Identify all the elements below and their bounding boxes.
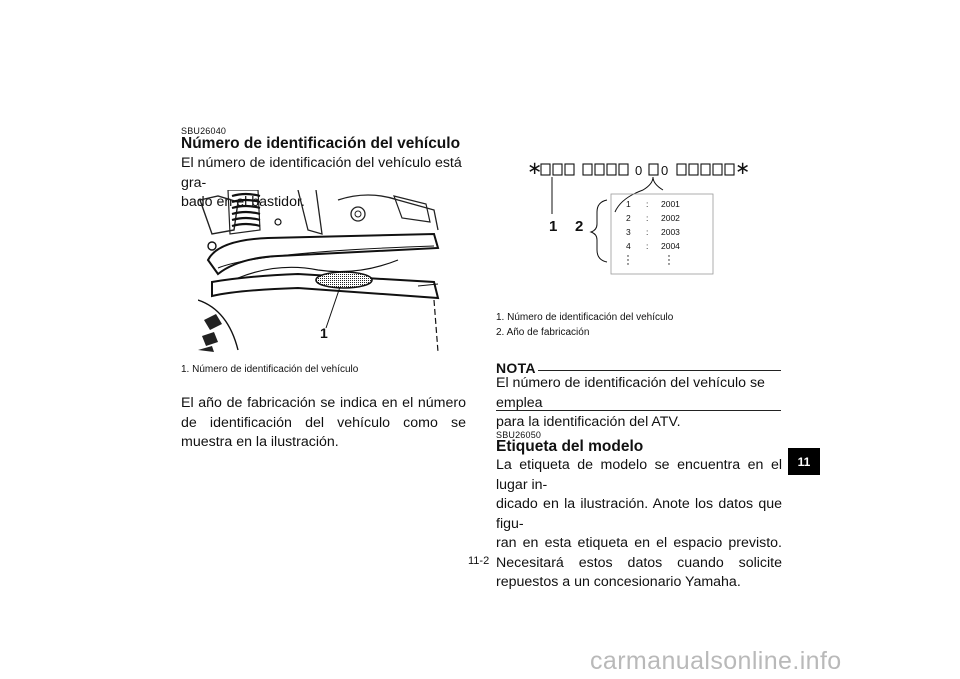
chapter-tab: 11 <box>788 448 820 475</box>
nota-text: El número de identificación del vehículo se emplea para la identificación del ATV. <box>496 375 765 430</box>
nota-title: NOTA <box>496 360 536 376</box>
year-value: 2004 <box>661 241 680 251</box>
vin-callout-2: 2 <box>575 218 584 235</box>
year-code: 1 <box>626 199 631 209</box>
year-code: 4 <box>626 241 631 251</box>
svg-text:0: 0 <box>661 163 669 178</box>
vin-callout-1: 1 <box>549 218 558 235</box>
year-separator: : <box>646 241 649 251</box>
section-heading-2: Etiqueta del modelo <box>496 438 644 455</box>
figure-caption: 1. Número de identificación del vehículo <box>181 364 359 375</box>
year-code: 2 <box>626 213 631 223</box>
nota-top-rule <box>538 370 781 371</box>
year-separator: : <box>646 227 649 237</box>
vin-caption-2: 2. Año de fabricación <box>496 327 590 338</box>
svg-text:0: 0 <box>635 163 643 178</box>
watermark: carmanualsonline.info <box>590 647 842 675</box>
intro-paragraph: El número de identificación del vehículo está gra- bado en el bastidor. <box>181 155 462 210</box>
svg-text:∗: ∗ <box>527 158 543 178</box>
year-table <box>626 199 680 251</box>
frame-illustration <box>198 190 444 352</box>
vin-caption-1: 1. Número de identificación del vehículo <box>496 312 674 323</box>
model-label-paragraph: La etiqueta de modelo se encuentra en el lugar in- dicado en la ilustración. Anote los datos que figu- ran en esta etiqueta en el espacio previsto. Necesitará estos datos cuando solicite repuestos a un concesionario Yamaha. <box>496 457 782 590</box>
svg-text:∗: ∗ <box>735 158 751 178</box>
year-value: 2001 <box>661 199 680 209</box>
section-heading: Número de identificación del vehículo <box>181 135 461 152</box>
vin-diagram <box>525 152 787 276</box>
section-code-2: SBU26050 <box>496 430 542 440</box>
nota-bottom-rule <box>496 410 781 411</box>
year-value: 2002 <box>661 213 680 223</box>
year-separator: : <box>646 199 649 209</box>
year-code: 3 <box>626 227 631 237</box>
figure-callout-1: 1 <box>320 325 328 341</box>
year-paragraph: El año de fabricación se indica en el número de identificación del vehículo como se muestra en la ilustración. <box>181 395 466 450</box>
page-number: 11-2 <box>468 555 490 567</box>
year-value: 2003 <box>661 227 680 237</box>
year-separator: : <box>646 213 649 223</box>
section-code: SBU26040 <box>181 126 227 136</box>
